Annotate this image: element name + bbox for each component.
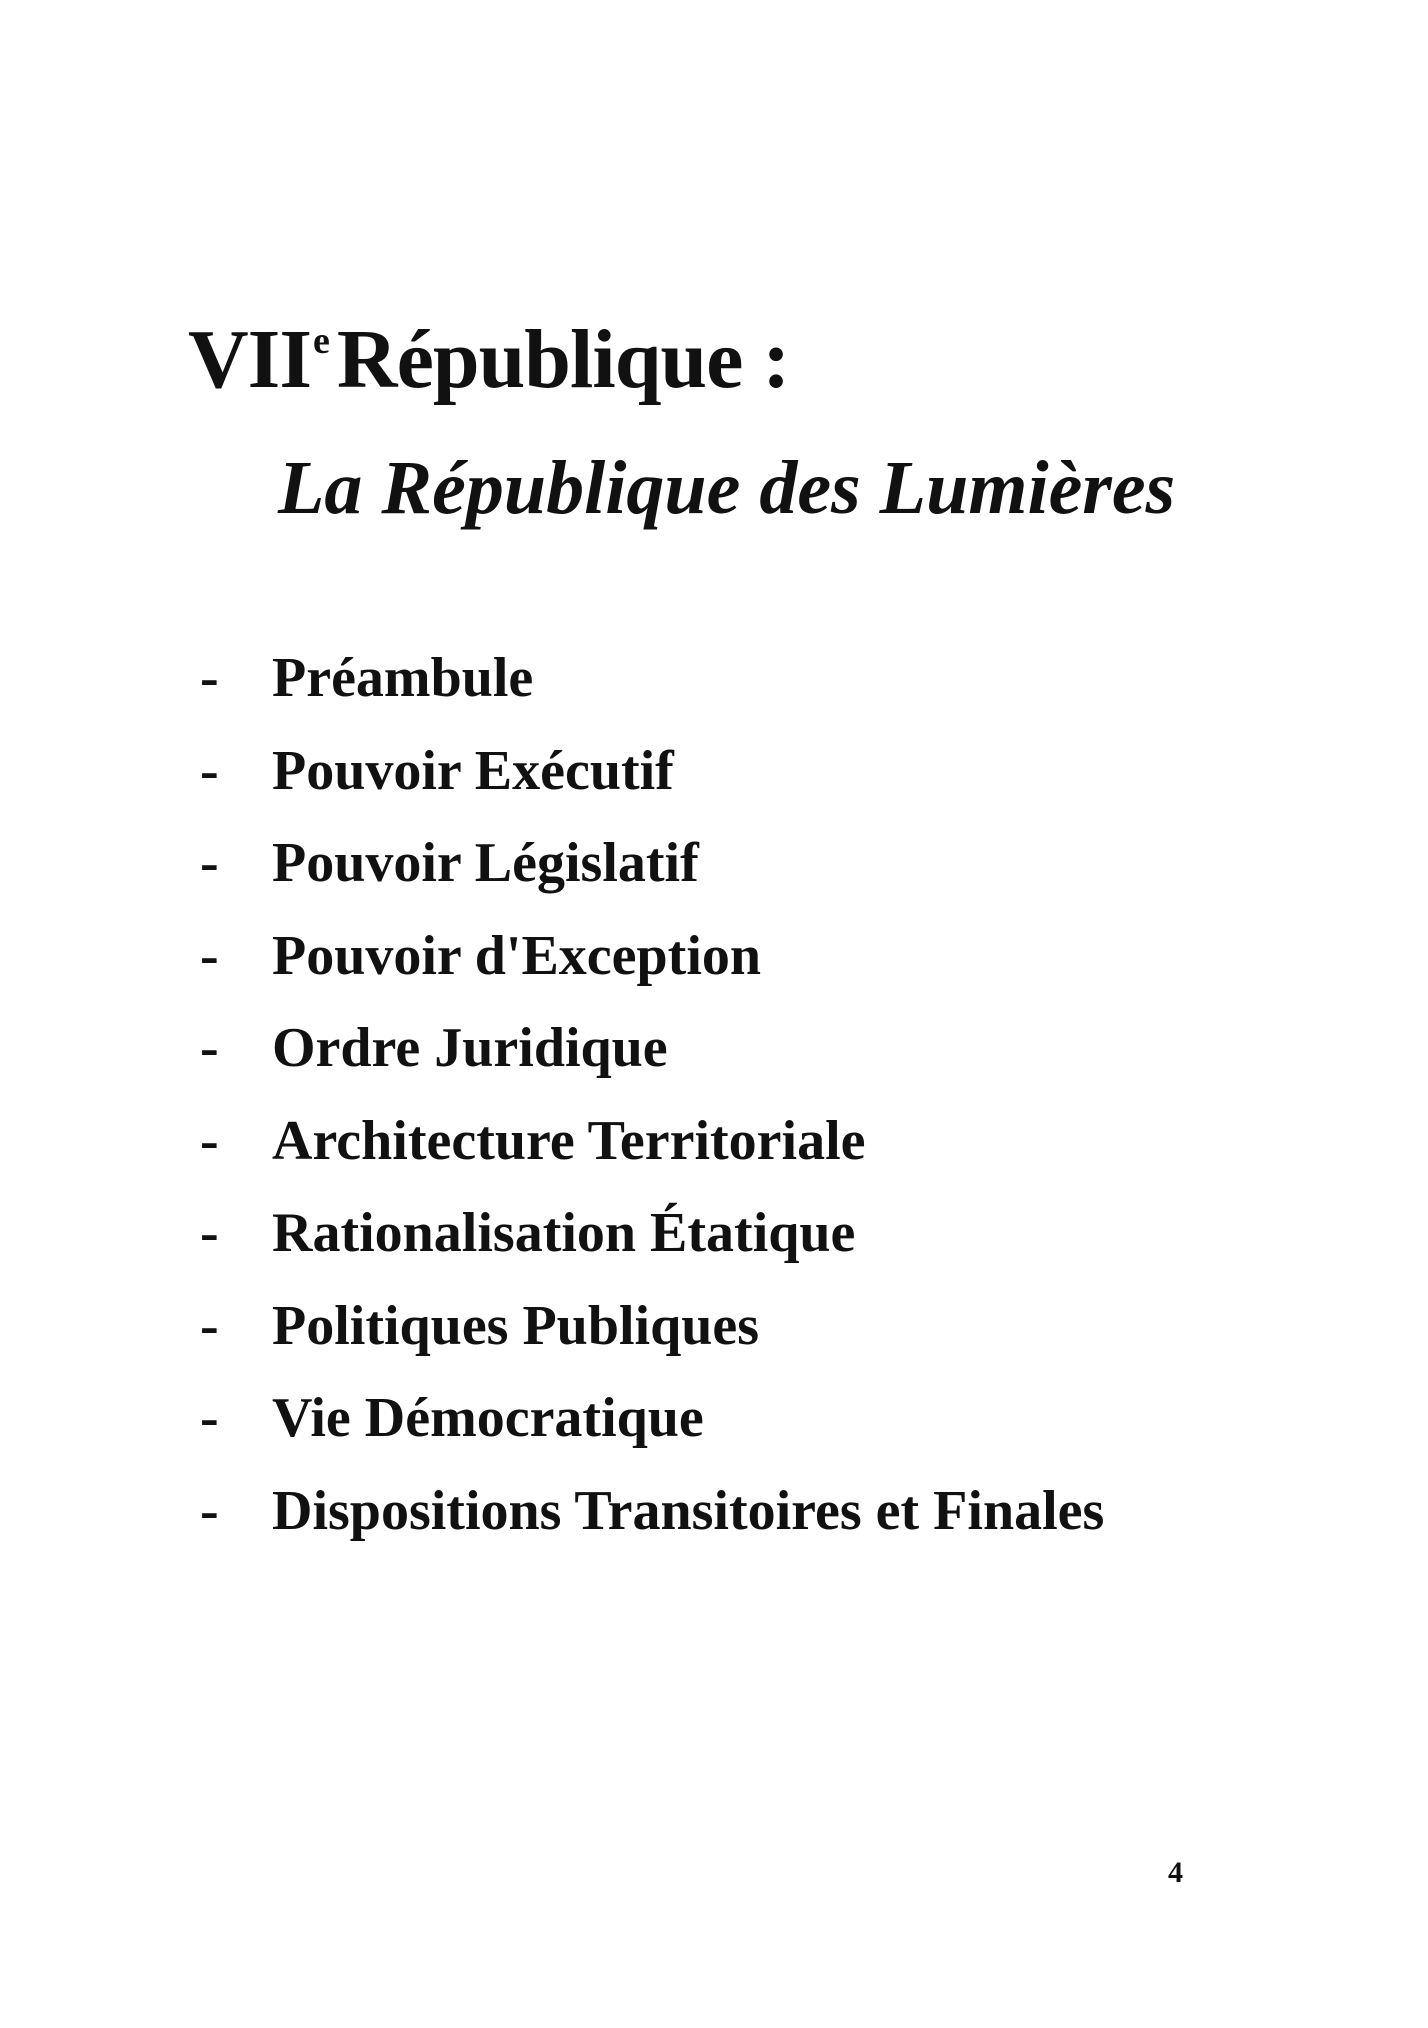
toc-item-label: Dispositions Transitoires et Finales [272, 1479, 1105, 1542]
page-title [188, 313, 790, 406]
toc-item-label: Rationalisation Étatique [272, 1202, 856, 1264]
toc-bullet: - [200, 739, 219, 802]
toc-item-label: Pouvoir Exécutif [272, 739, 674, 802]
toc-bullet: - [200, 1202, 219, 1264]
page-subtitle: La République des Lumières [278, 446, 1176, 530]
toc-bullet: - [200, 1294, 219, 1357]
toc-bullet: - [200, 647, 219, 709]
toc-item-label: Politiques Publiques [272, 1294, 760, 1357]
title-republique: République : [336, 313, 790, 406]
toc-item-label: Pouvoir d'Exception [272, 924, 762, 987]
toc-item-label: Ordre Juridique [272, 1017, 668, 1079]
toc-item-label: Préambule [272, 647, 534, 709]
toc-bullet: - [200, 832, 219, 894]
toc-bullet: - [200, 1017, 219, 1079]
toc-bullet: - [200, 1387, 219, 1449]
page-number: 4 [1168, 1856, 1183, 1889]
toc-bullet: - [200, 1479, 219, 1542]
toc-item-label: Architecture Territoriale [272, 1109, 866, 1172]
toc-item-label: Pouvoir Législatif [272, 832, 699, 894]
toc-item-label: Vie Démocratique [272, 1387, 704, 1449]
title-superscript: e [313, 320, 329, 362]
toc-bullet: - [200, 1109, 219, 1172]
toc-bullet: - [200, 924, 219, 987]
title-roman-numeral: VII [188, 313, 312, 406]
